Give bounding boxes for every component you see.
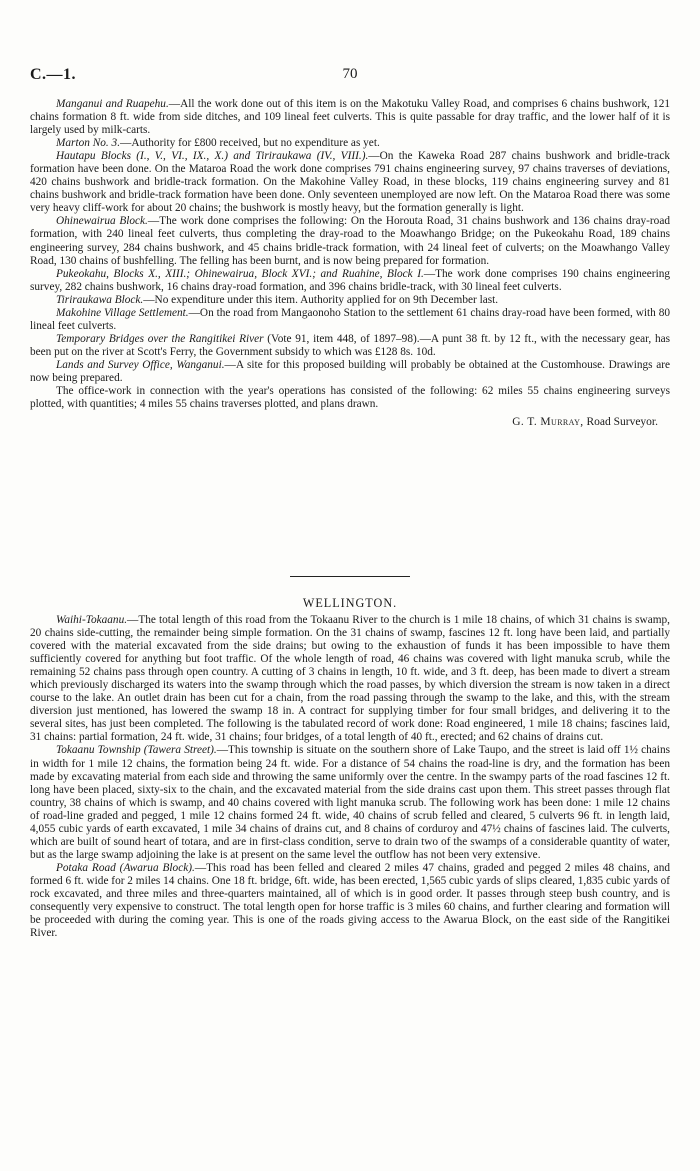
paragraph-office-work: The office-work in connection with the year's operations has consisted of the following: 62 miles 55 chains engineering surveys plotted, with quantities; 4 miles 55 chains traverses plotted, and plans drawn.	[30, 385, 670, 411]
report-section-road-surveyor	[30, 98, 670, 429]
paragraph-manganui-ruapehu: Manganui and Ruapehu.—All the work done out of this item is on the Makotuku Valley Road, and comprises 6 chains bushwork, 121 chains formation 8 ft. wide from side ditches, and 109 lineal feet culverts. This is quite passable for dray traffic, and the lower half of it is largely used by milk-carts.	[30, 98, 671, 137]
page-header	[30, 66, 670, 86]
signature-name: G. T. Murray,	[512, 416, 584, 429]
paragraph-marton: Marton No. 3.—Authority for £800 received, but no expenditure as yet.	[56, 137, 380, 150]
page-reference: C.—1.	[30, 66, 77, 83]
paragraph-makohine-village: Makohine Village Settlement.—On the road from Mangaonoho Station to the settlement 61 chains dray-road have been formed, with 80 lineal feet culverts.	[30, 306, 670, 332]
section-heading-wellington: WELLINGTON.	[302, 596, 398, 610]
signature-title: Road Surveyor.	[586, 416, 658, 429]
paragraph-hautapu-blocks: Hautapu Blocks (I., V., VI., IX., X.) and Tiriraukawa (IV., VIII.).—On the Kaweka Road 287 chains bushwork and bridle-track formation have been done. On the Mataroa Road the work done comprises 791 chains engineering survey, 97 chains traverses of deviations, 420 chains bushwork and bridle-track formation. On the Makohine Valley Road, in these blocks, 119 chains engineering survey and 81 chains bushwork and bridle-track formation have been done. Only seventeen unemployed are now left. On the Mataroa Road there was some very heavy cliff-work for about 20 chains; the bushwork is mostly heavy, but the formation generally is light.	[30, 150, 670, 215]
page-number: 70	[342, 66, 358, 82]
paragraph-tiriraukawa-block: Tiriraukawa Block.—No expenditure under this item. Authority applied for on 9th December last.	[56, 293, 499, 306]
section-divider	[290, 576, 410, 577]
paragraph-tokaanu-township: Tokaanu Township (Tawera Street).—This township is situate on the southern shore of Lake Taupo, and the street is laid off 1½ chains in width for 1 mile 12 chains, the formation being 24 ft. wide. For a distance of 54 chains the road-line is dry, and the formation has been made by excavating material from each side and throwing the same uniformly over the centre. In the swampy parts of the road fascines 12 ft. long have been placed, sixty-six to the chain, and the excavated material from the side drains cast upon them. This street passes through flat country, 38 chains of which is swamp, and 40 chains covered with light manuka scrub. The following work has been done: 1 mile 12 chains of road-line graded and pegged, 1 mile 12 chains formed 24 ft. wide, 40 chains of scrub felled and cleared, 5 culverts 96 ft. in length laid, 4,055 cubic yards of earth excavated, 1 mile 34 chains of drains cut, and 8 chains of corduroy and 47½ chains of fascines laid. The culverts, which are built of sound heart of totara, and are in first-class condition, serve to drain two of the swamps of a considerable quantity of water, but as the large swamp adjoining the lake is at present on the same level the outflow has not been very extensive.	[30, 744, 670, 861]
signature	[30, 415, 658, 429]
paragraph-pukeokahu-blocks: Pukeokahu, Blocks X., XIII.; Ohinewairua, Block XVI.; and Ruahine, Block I.—The work done comprises 190 chains engineering survey, 282 chains bushwork, 16 chains dray-road formation, and 396 chains bridle-track, with 30 lineal feet culverts.	[30, 267, 671, 293]
paragraph-temporary-bridges: Temporary Bridges over the Rangitikei River (Vote 91, item 448, of 1897–98).—A punt 38 ft. by 12 ft., with the necessary gear, has been put on the river at Scott's Ferry, the Government subsidy to which was £128 8s. 10d.	[30, 332, 671, 358]
paragraph-waihi-tokaanu: Waihi-Tokaanu.—The total length of this road from the Tokaanu River to the church is 1 mile 18 chains, of which 31 chains is swamp, 20 chains side-cutting, the remainder being simple formation. On the 31 chains of swamp, fascines 12 ft. long have been laid, and partially covered with the material excavated from the side drains; but owing to the exhaustion of funds it has been impossible to have them sufficiently covered for anything but foot traffic. Of the whole length of road, 46 chains was covered with light manuka scrub, while the remaining 52 chains pass through open country. A cutting of 3 chains in length, 10 ft. wide, and 3 ft. deep, has been made to divert a stream which previously discharged its waters into the swamp through which the road passes, by which diversion the stream is now taken in a direct course to the lake. An outlet drain has been cut for a chain, from the road passing through the swamp to the lake, and this, with the stream diversion just mentioned, has lowered the swamp 18 in. A contract for supplying timber for four small bridges, and delivering it to the several sites, has just been completed. The following is the tabulated record of work done: Road engineered, 1 mile 18 chains; fascines laid, 31 chains: partial formation, 24 ft. wide, 31 chains; four bridges, of a total length of 40 ft., erected; and 62 chains of drains cut.	[30, 614, 670, 744]
paragraph-ohinewairua-block: Ohinewairua Block.—The work done comprises the following: On the Horouta Road, 31 chains bushwork and 136 chains dray-road formation, with 240 lineal feet culverts, thus completing the dray-road to the Moawhango Bridge; on the Pukeokahu Road, 189 chains engineering survey, 284 chains bushwork, and 45 chains bridle-track formation, with 24 lineal feet of culverts; on the Moawhango Valley Road, 130 chains of bushfelling. The felling has been burnt, and is now being prepared for formation.	[30, 215, 670, 267]
report-section-wellington	[30, 614, 670, 940]
paragraph-lands-survey-office: Lands and Survey Office, Wanganui.—A site for this proposed building will probably be obtained at the Customhouse. Drawings are now being prepared.	[30, 358, 670, 384]
paragraph-potaka-road: Potaka Road (Awarua Block).—This road has been felled and cleared 2 miles 47 chains, graded and pegged 2 miles 48 chains, and formed 6 ft. wide for 2 miles 14 chains. One 18 ft. bridge, 6ft. wide, has been erected, 1,565 cubic yards of slips cleared, 1,835 cubic yards of rock excavated, and three miles and three-quarters maintained, all of which is in good order. It passes through steep bush country, and is consequently very expensive to construct. The total length open for horse traffic is 3 miles 60 chains, and further clearing and formation will be proceeded with during the coming year. This is one of the roads giving access to the Awarua Block, on the east side of the Rangitikei River.	[30, 861, 670, 940]
